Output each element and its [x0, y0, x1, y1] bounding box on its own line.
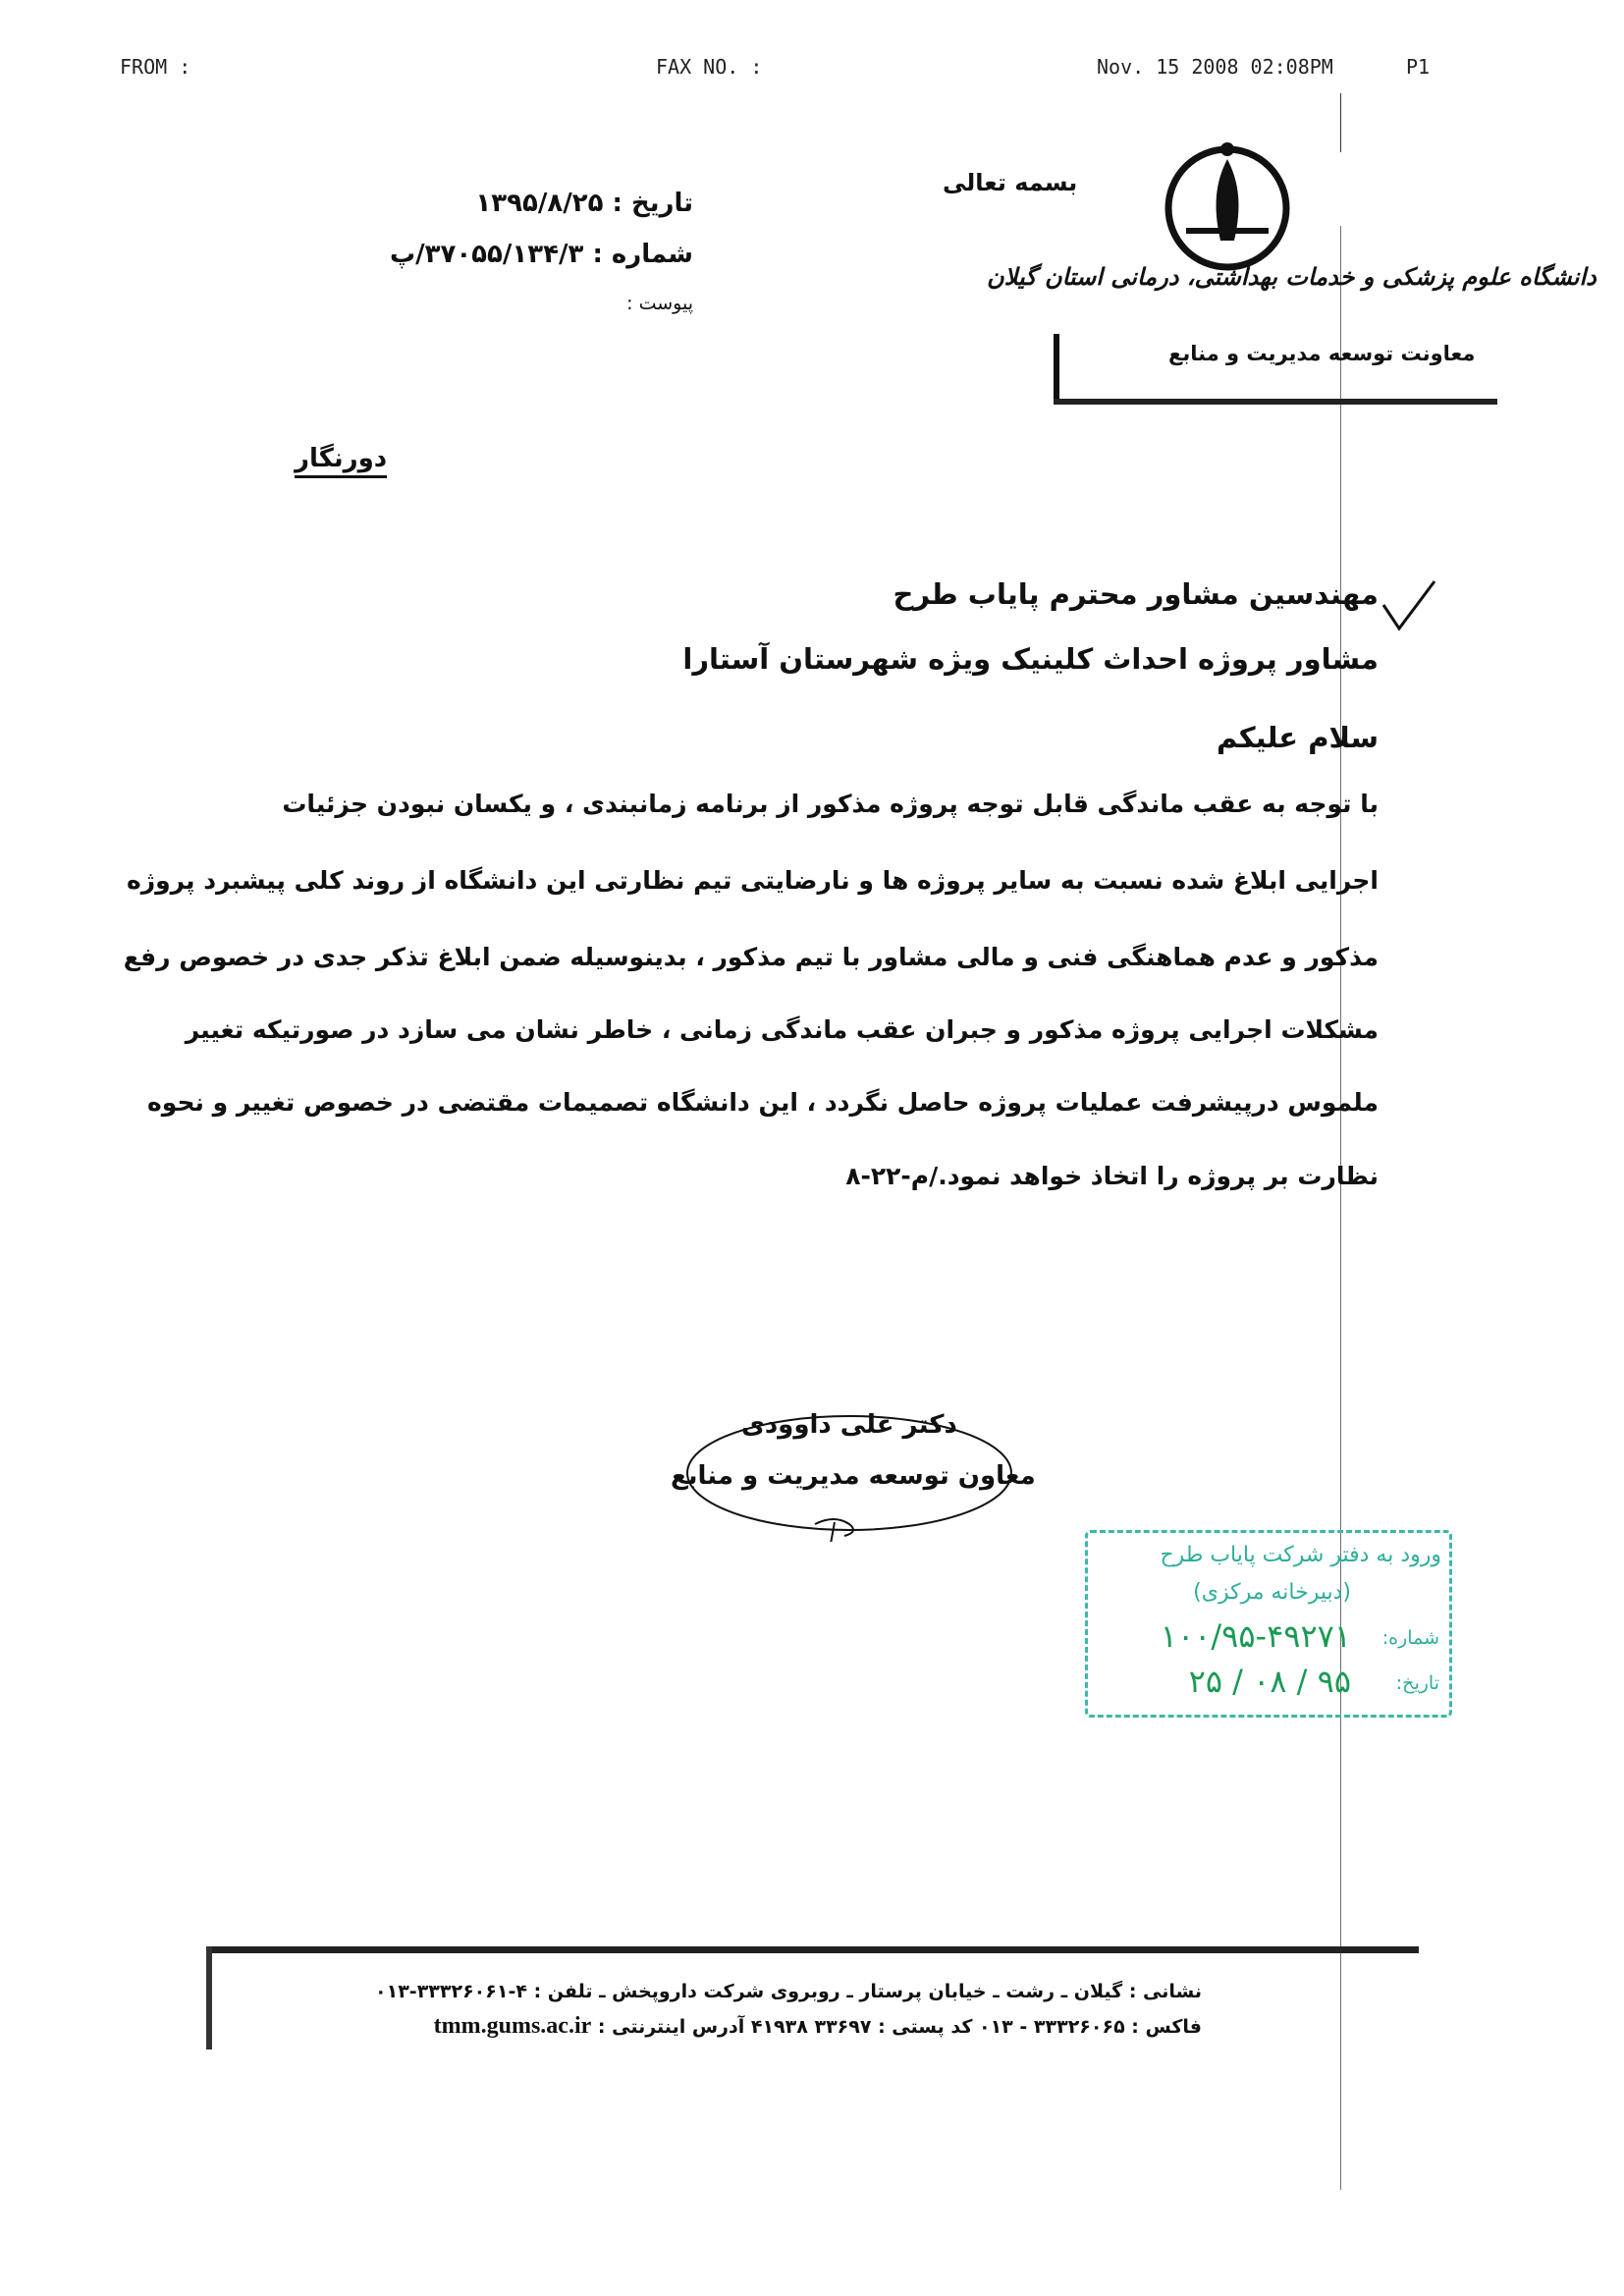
signatory-name: دکتر علی داوودی [741, 1410, 957, 1440]
stamp-date-label: تاریخ: [1395, 1672, 1439, 1694]
signatory-title: معاون توسعه مدیریت و منابع [671, 1461, 1036, 1491]
recipient-line1: مهندسین مشاور محترم پایاب طرح [893, 577, 1379, 611]
date-label: تاریخ : [612, 189, 693, 218]
fax-timestamp: Nov. 15 2008 02:08PM [1097, 55, 1333, 79]
recipient-line2: مشاور پروژه احداث کلینیک ویژه شهرستان آستارا [682, 642, 1379, 676]
stamp-number-label: شماره: [1381, 1627, 1439, 1649]
date-field [475, 189, 693, 218]
footer-contact [434, 2013, 1202, 2040]
footer-rule [206, 1946, 212, 2050]
attachment-label: پیوست : [626, 293, 693, 314]
footer-fax-postal: فاکس : ۳۳۳۲۶۰۶۵ - ۰۱۳ کد پستی : ۳۳۶۹۷ ۴۱۹۳۸ آدرس اینترنتی : [597, 2016, 1202, 2038]
footer-address: نشانی : گیلان ـ رشت ـ خیابان پرستار ـ روبروی شرکت داروپخش ـ تلفن : ۴-۳۳۳۲۶۰۶۱-۰۱۳ [375, 1981, 1202, 2002]
number-value: ۳۷۰۵۵/۱۳۴/۳/پ [389, 240, 584, 269]
university-name: دانشگاه علوم پزشکی و خدمات بهداشتی، درمانی استان گیلان [987, 263, 1597, 291]
stamp-line2: (دبیرخانه مرکزی) [1193, 1580, 1351, 1605]
body-line: اجرایی ابلاغ شده نسبت به سایر پروژه ها و نارضایتی تیم نظارتی این دانشگاه از روند کلی پیشبرد پروژه [126, 866, 1379, 895]
body-line: مشکلات اجرایی پروژه مذکور و جبران عقب ماندگی زمانی ، خاطر نشان می سازد در صورتیکه تغییر [185, 1015, 1379, 1044]
body-line: ملموس درپیشرفت عملیات پروژه حاصل نگردد ، این دانشگاه تصمیمات مقتضی در خصوص تغییر و نحوه [147, 1088, 1379, 1117]
body-line: نظارت بر پروژه را اتخاذ خواهد نمود./م-۲۲-۸ [845, 1162, 1379, 1190]
fax-page: P1 [1406, 55, 1431, 79]
greeting: سلام علیکم [1217, 721, 1379, 754]
date-value: ۱۳۹۵/۸/۲۵ [475, 189, 604, 218]
scan-line [1340, 93, 1341, 152]
footer-rule [206, 1946, 1419, 1953]
checkmark-icon [1380, 577, 1438, 636]
receipt-stamp [1085, 1530, 1452, 1718]
fax-from: FROM : [120, 55, 191, 79]
letterhead-frame [1054, 334, 1059, 405]
fax-number: FAX NO. : [656, 55, 763, 79]
doc-type: دورنگار [295, 444, 387, 478]
number-label: شماره : [592, 240, 693, 269]
body-line: با توجه به عقب ماندگی قابل توجه پروژه مذکور از برنامه زمانبندی ، و یکسان نبودن جزئیات [282, 790, 1379, 818]
letterhead-frame [1054, 399, 1497, 405]
number-field [390, 240, 693, 269]
stamp-line1: ورود به دفتر شرکت پایاب طرح [1160, 1543, 1441, 1567]
university-logo-icon [1162, 137, 1294, 275]
department-name: معاونت توسعه مدیریت و منابع [1168, 342, 1476, 365]
stamp-date-value: ۹۵ / ۰۸ / ۲۵ [1188, 1663, 1351, 1700]
footer-website-link[interactable]: tmm.gums.ac.ir [433, 2013, 592, 2039]
scan-line [1340, 226, 1341, 2190]
body-line: مذکور و عدم هماهنگی فنی و مالی مشاور با تیم مذکور ، بدینوسیله ضمن ابلاغ تذکر جدی در خصوص رفع [123, 943, 1379, 971]
bismillah: بسمه تعالی [943, 169, 1078, 196]
stamp-number-value: ۱۰۰/۹۵-۴۹۲۷۱ [1160, 1617, 1351, 1655]
